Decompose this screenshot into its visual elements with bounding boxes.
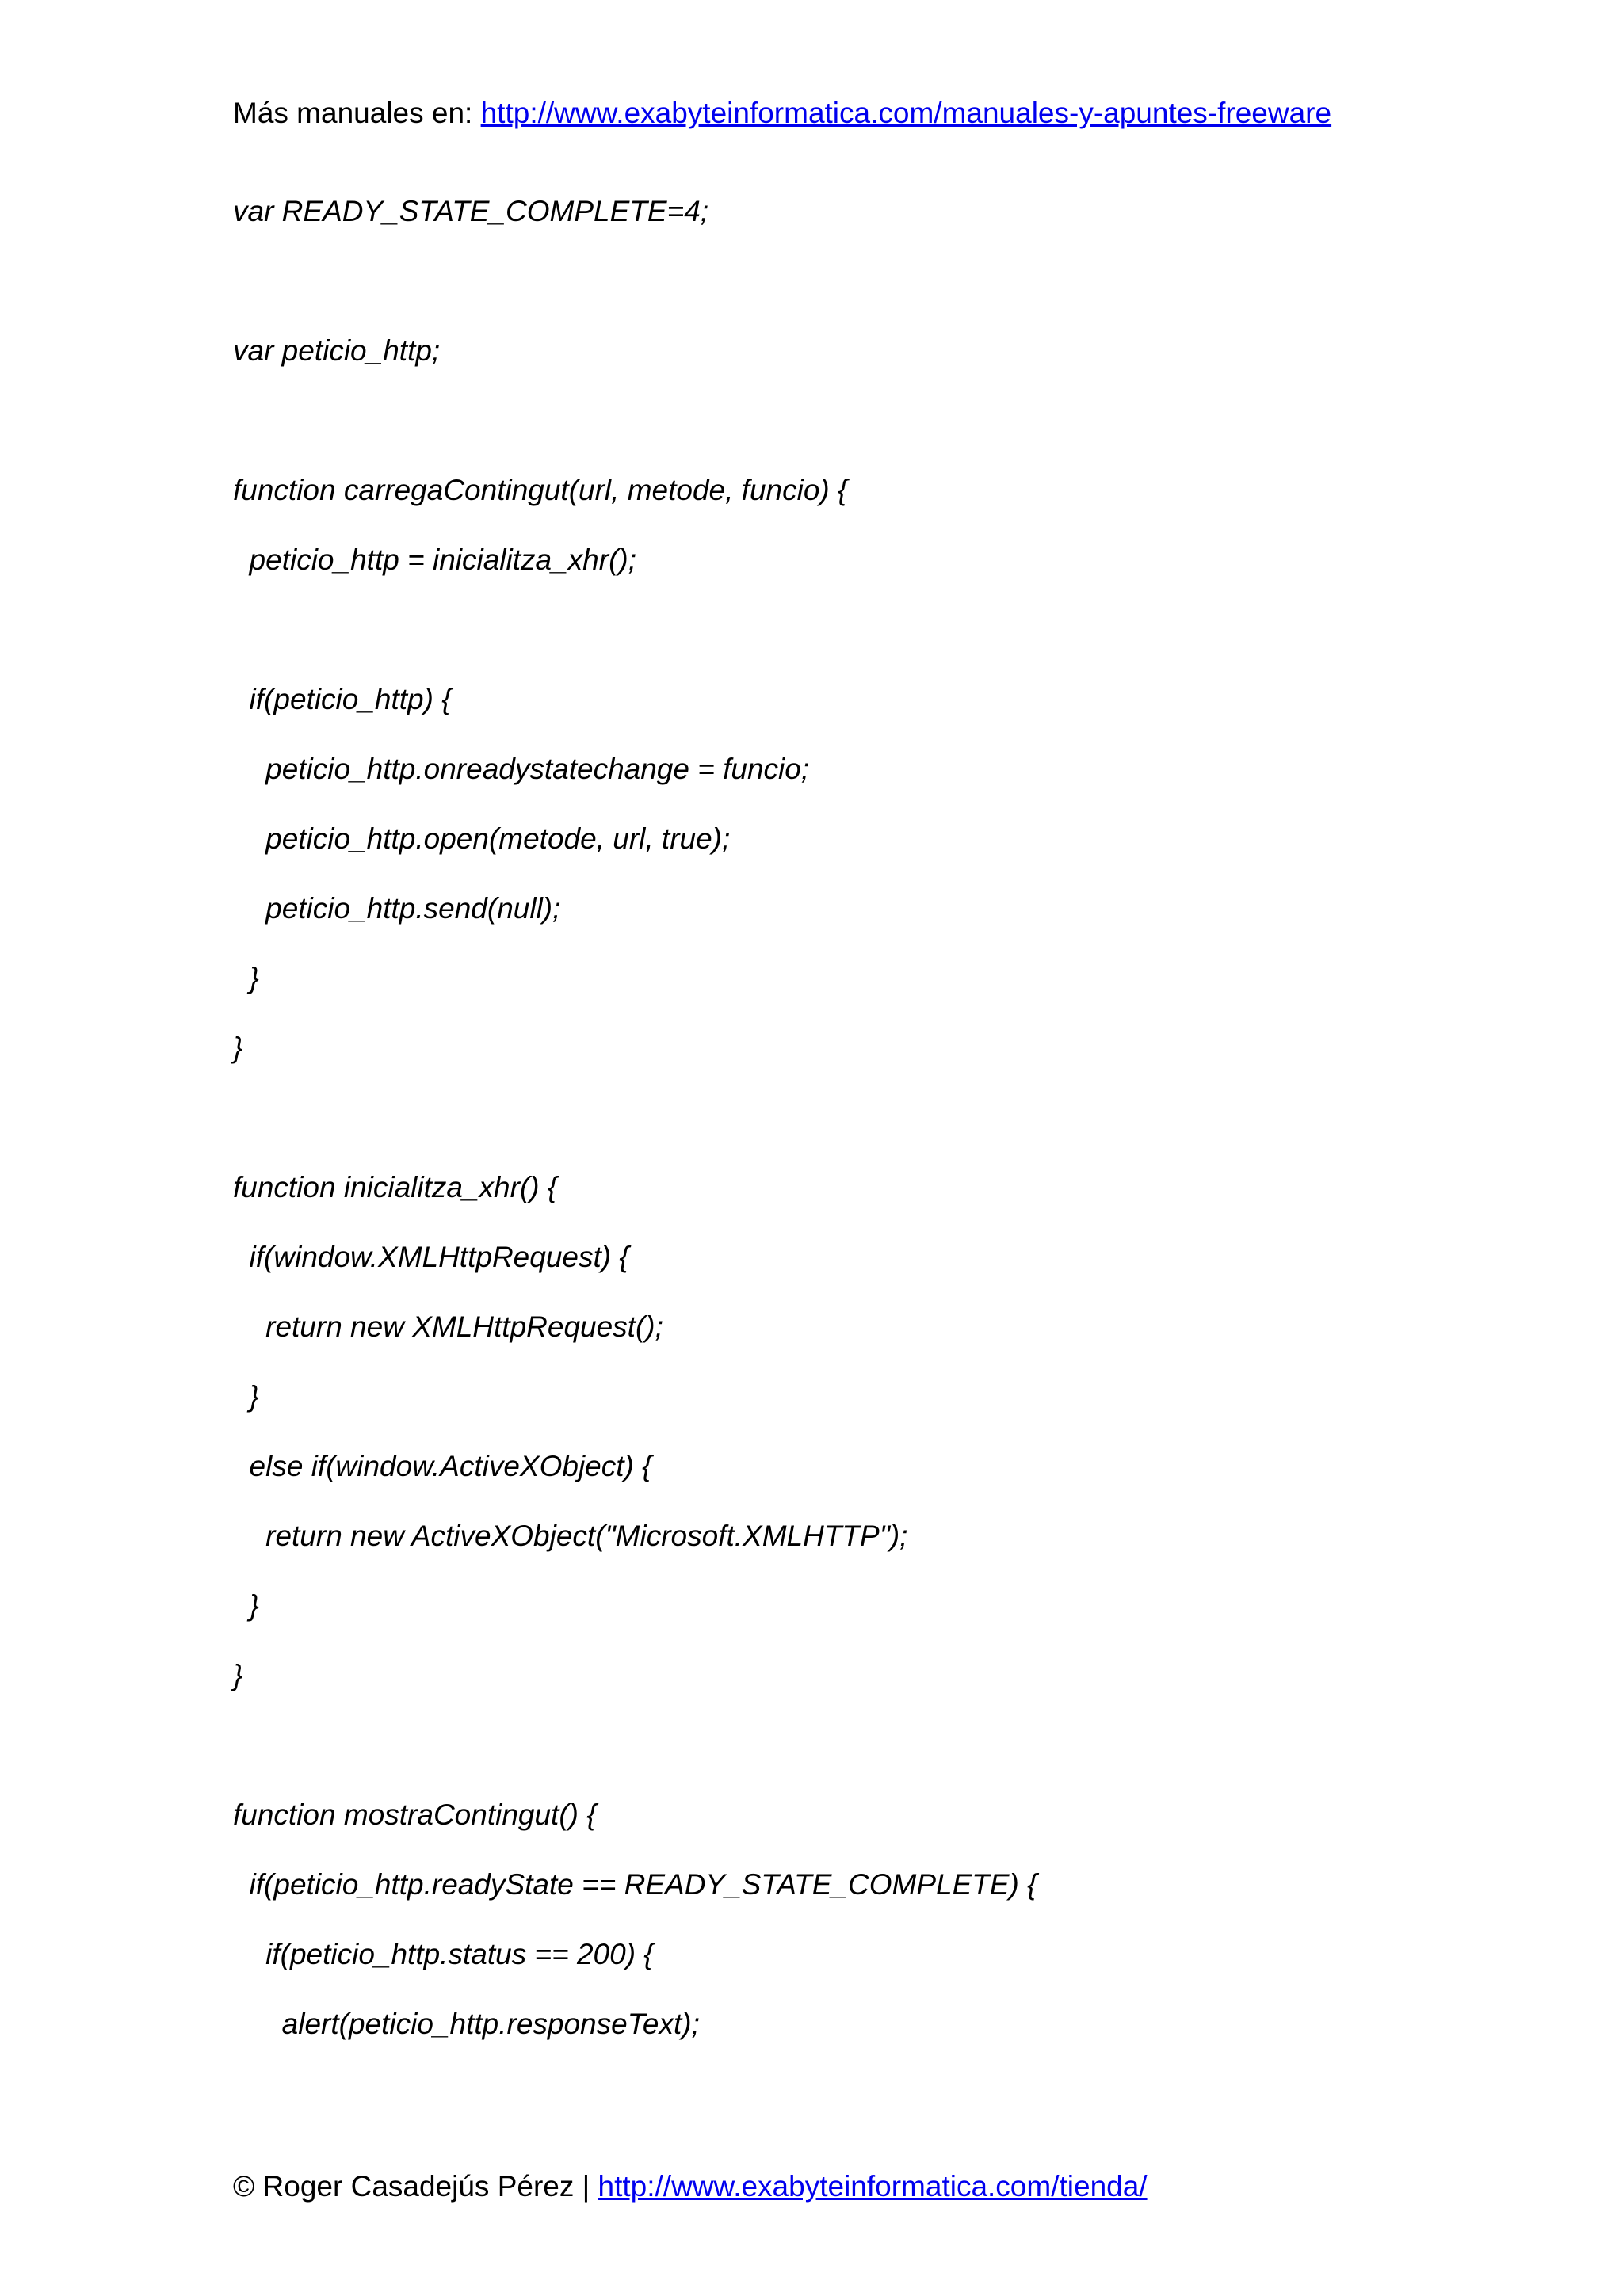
- code-line: else if(window.ActiveXObject) {: [233, 1450, 652, 1482]
- code-line: if(peticio_http) {: [233, 683, 452, 715]
- code-line: peticio_http.open(metode, url, true);: [233, 822, 731, 855]
- page-header: [233, 93, 1331, 133]
- footer-prefix: © Roger Casadejús Pérez |: [233, 2170, 598, 2203]
- code-line: var READY_STATE_COMPLETE=4;: [233, 195, 709, 227]
- code-line: }: [233, 962, 259, 994]
- code-line: peticio_http.send(null);: [233, 892, 561, 925]
- footer-link[interactable]: http://www.exabyteinformatica.com/tienda/: [598, 2170, 1148, 2203]
- header-link[interactable]: http://www.exabyteinformatica.com/manuales-y-apuntes-freeware: [480, 97, 1332, 129]
- code-line: if(peticio_http.status == 200) {: [233, 1938, 654, 1970]
- code-line: var peticio_http;: [233, 334, 441, 367]
- page-footer: [233, 2167, 1148, 2206]
- code-line: return new ActiveXObject("Microsoft.XMLHTTP");: [233, 1520, 908, 1552]
- code-line: function mostraContingut() {: [233, 1798, 597, 1831]
- code-line: }: [233, 1589, 259, 1622]
- header-prefix: Más manuales en:: [233, 97, 481, 129]
- code-line: function carregaContingut(url, metode, funcio) {: [233, 474, 848, 506]
- code-line: }: [233, 1380, 259, 1413]
- code-line: }: [233, 1659, 243, 1691]
- code-line: return new XMLHttpRequest();: [233, 1310, 663, 1343]
- code-line: function inicialitza_xhr() {: [233, 1171, 558, 1203]
- code-line: if(peticio_http.readyState == READY_STATE_COMPLETE) {: [233, 1868, 1037, 1901]
- code-line: peticio_http = inicialitza_xhr();: [233, 543, 636, 576]
- code-line: peticio_http.onreadystatechange = funcio;: [233, 753, 810, 785]
- code-line: }: [233, 1032, 243, 1064]
- code-line: alert(peticio_http.responseText);: [233, 2008, 700, 2040]
- code-line: if(window.XMLHttpRequest) {: [233, 1241, 629, 1273]
